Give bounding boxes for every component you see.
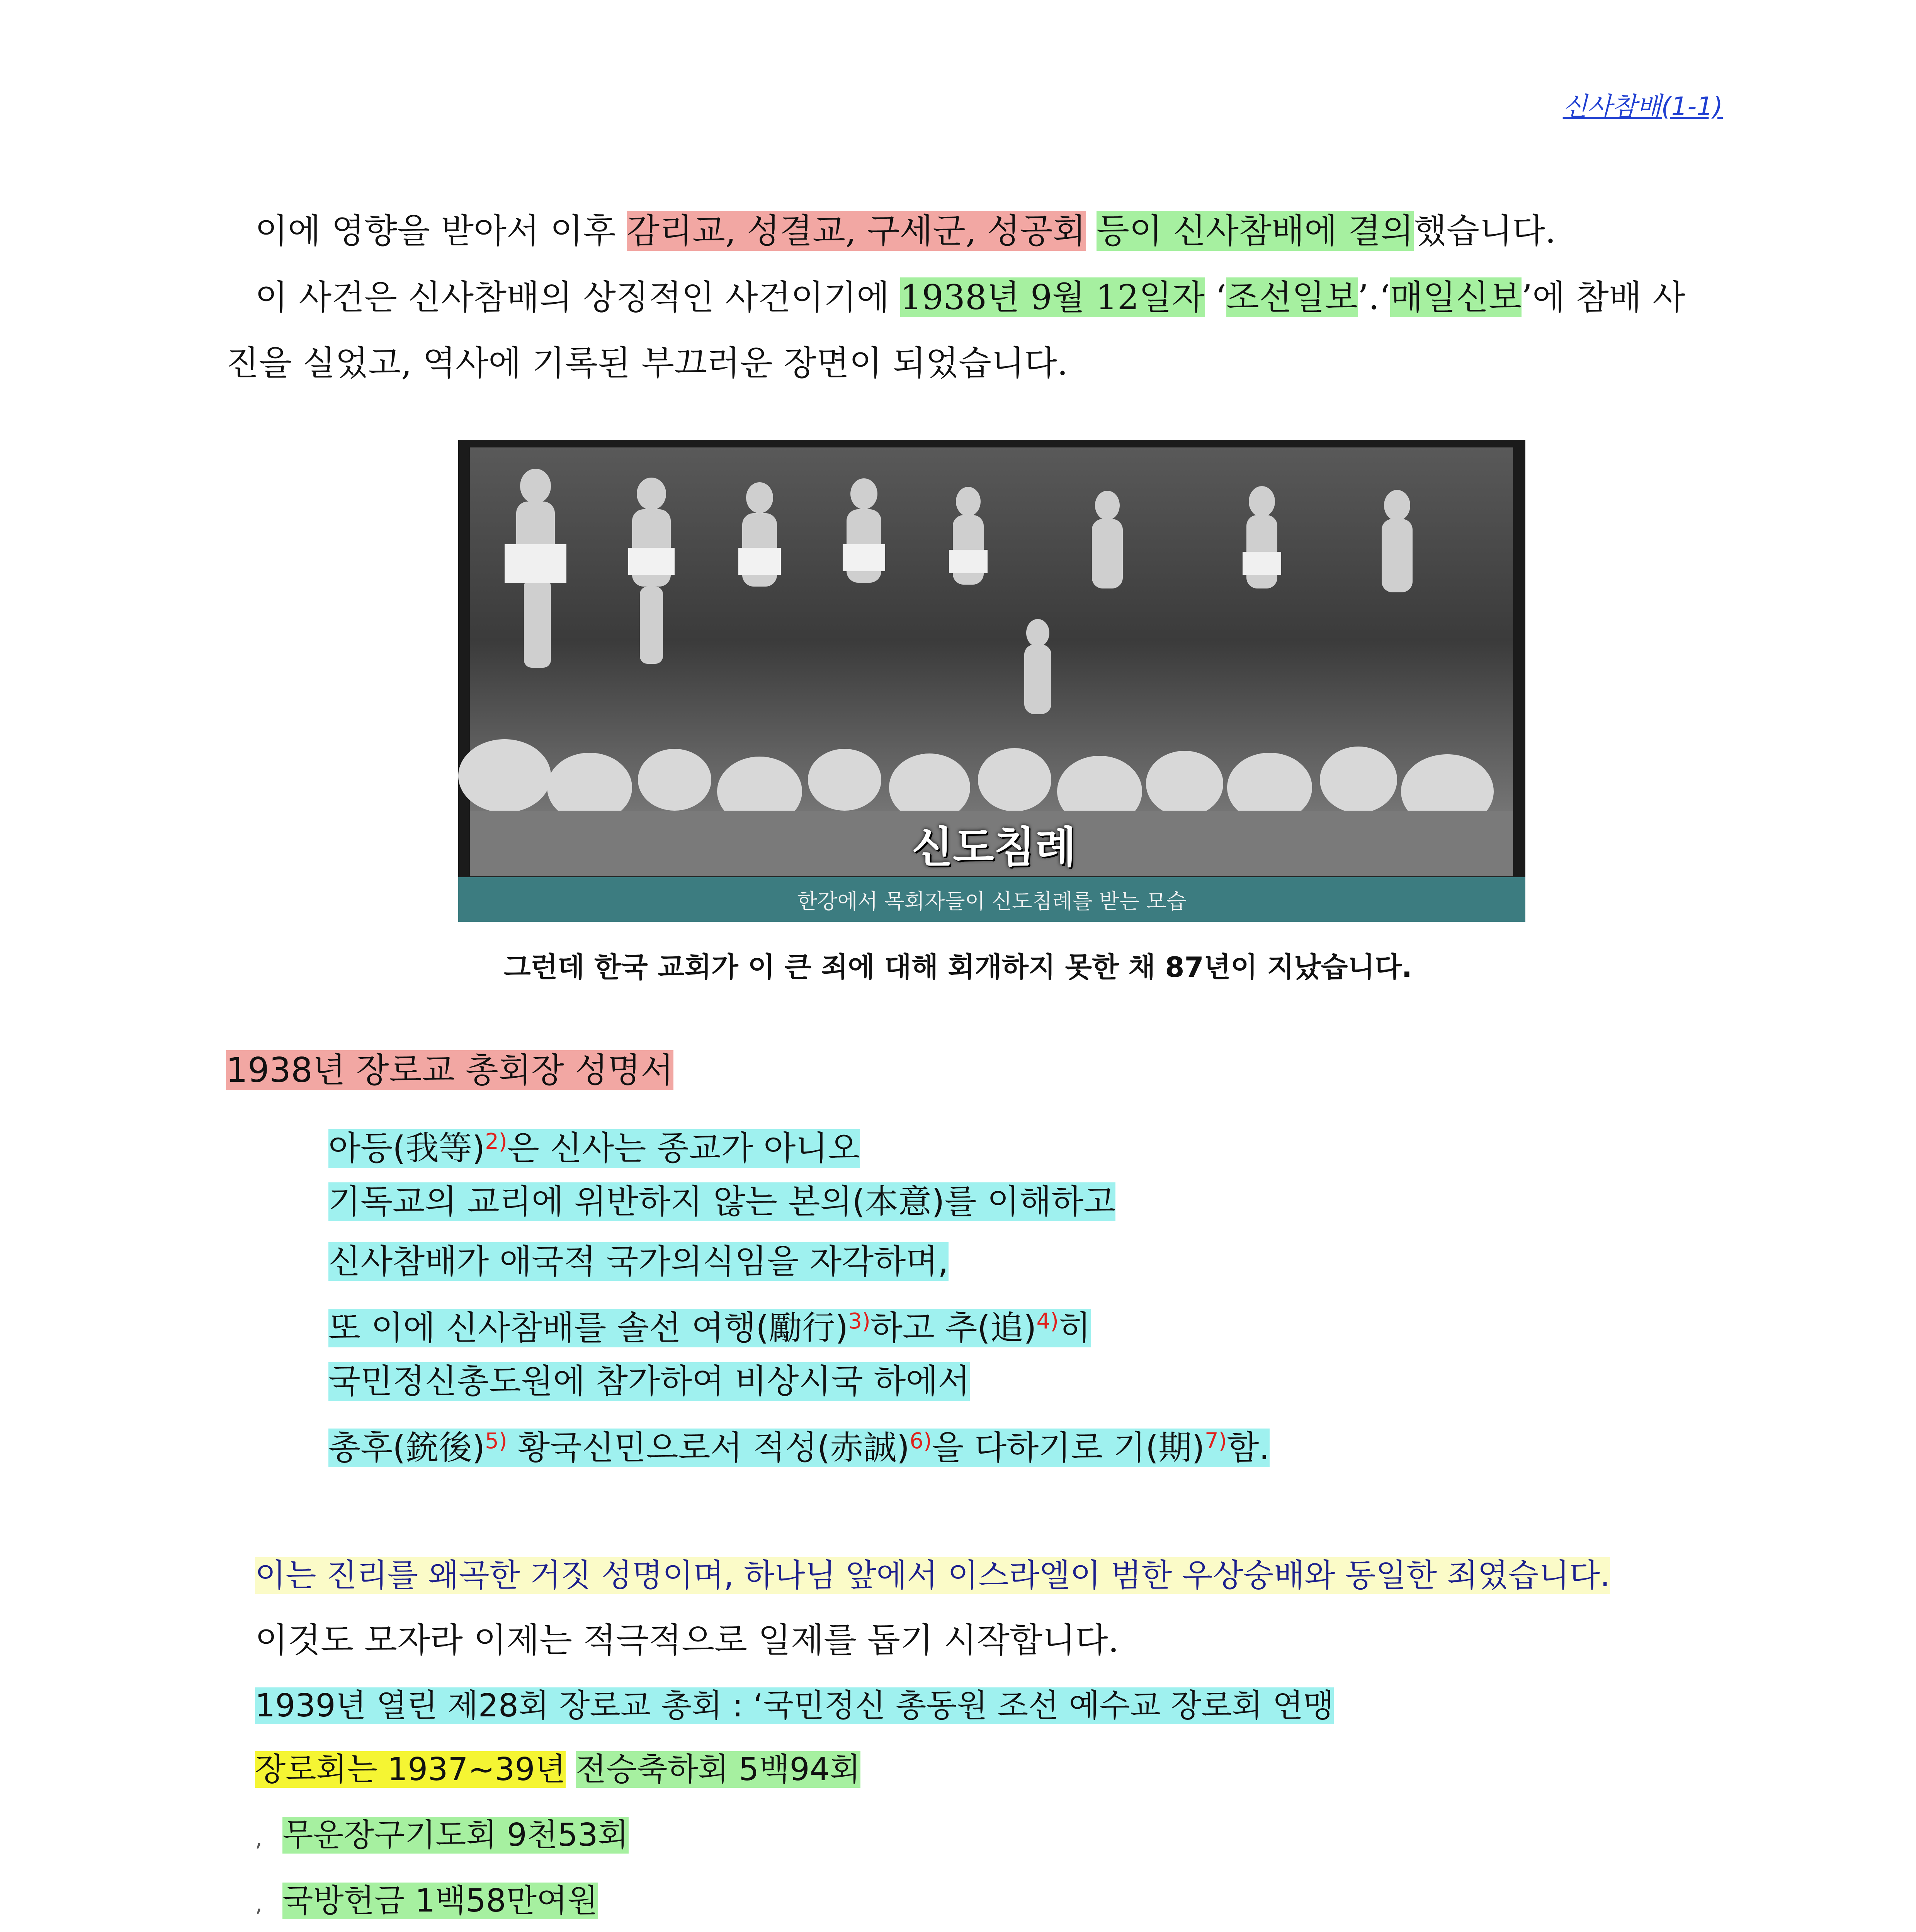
p3-line-4-green: 전승축하회 5백94회: [575, 1751, 860, 1788]
paragraph-1: [255, 208, 1556, 254]
footnote-ref[interactable]: 4): [1036, 1309, 1059, 1334]
footnote-ref[interactable]: 3): [848, 1309, 870, 1334]
stmt-6-rest2: 을 다하기로 기(期): [932, 1429, 1205, 1467]
paragraph-3-line-2: 이것도 모자라 이제는 적극적으로 일제를 돕기 시작합니다.: [255, 1620, 1119, 1660]
footnote-ref[interactable]: 6): [910, 1429, 932, 1454]
statement-line-2: [328, 1179, 1115, 1225]
paragraph-3-line-4: [255, 1747, 860, 1793]
statement-line-1: [328, 1119, 860, 1172]
bullet-mark: ,: [255, 1825, 263, 1852]
bullet-mark: ,: [255, 1890, 263, 1917]
footnote-ref[interactable]: 2): [485, 1129, 507, 1154]
stmt-5-text: 국민정신총도원에 참가하여 비상시국 하에서: [328, 1362, 970, 1401]
p1-text: 이에 영향을 받아서 이후: [255, 211, 627, 251]
paragraph-3-line-3: [255, 1683, 1334, 1729]
newspaper-2-highlight: 매일신보: [1390, 277, 1522, 317]
photo-subcaption: 그런데 한국 교회가 이 큰 죄에 대해 회개하지 못한 채 87년이 지났습니다.: [504, 951, 1412, 983]
running-header: 신사참배(1-1): [1562, 92, 1723, 121]
statement-line-5: [328, 1358, 970, 1405]
bullet-1: [255, 1812, 629, 1861]
denominations-highlight: 감리교, 성결교, 구세군, 성공회: [626, 211, 1086, 251]
p2-quote-2: ’.‘: [1357, 277, 1390, 317]
stmt-1-text: 아등(我等): [328, 1129, 485, 1168]
resolution-highlight: 등이 신사참배에 결의: [1096, 211, 1414, 251]
p1-space: [1086, 211, 1097, 251]
p3-line-1-text: 이는 진리를 왜곡한 거짓 성명이며, 하나님 앞에서 이스라엘이 범한 우상숭배와 동일한 죄였습니다.: [255, 1557, 1610, 1594]
footnote-ref[interactable]: 7): [1204, 1429, 1227, 1454]
p2-text: 이 사건은 신사참배의 상징적인 사건이기에: [255, 277, 901, 317]
stmt-6-rest3: 함.: [1227, 1429, 1270, 1467]
p1-tail: 했습니다.: [1413, 211, 1556, 251]
statement-heading: [226, 1047, 673, 1094]
statement-line-6: [328, 1418, 1270, 1471]
photo-overlay-text: 신도침례: [912, 823, 1076, 872]
stmt-6-text: 총후(銃後): [328, 1429, 485, 1467]
paragraph-2-line-2: 진을 실었고, 역사에 기록된 부끄러운 장면이 되었습니다.: [226, 343, 1068, 383]
stmt-2-text: 기독교의 교리에 위반하지 않는 본의(本意)를 이해하고: [328, 1182, 1116, 1221]
newspaper-1-highlight: 조선일보: [1226, 277, 1358, 317]
stmt-1-rest: 은 신사는 종교가 아니오: [507, 1129, 860, 1168]
paragraph-3-line-1: [255, 1553, 1610, 1599]
stmt-3-text: 신사참배가 애국적 국가의식임을 자각하며,: [328, 1242, 949, 1281]
stmt-4-text: 또 이에 신사참배를 솔선 여행(勵行): [328, 1309, 848, 1347]
p2-tail: ’에 참배 사: [1521, 277, 1685, 317]
statement-line-4: [328, 1298, 1091, 1351]
date-highlight: 1938년 9월 12일자: [900, 277, 1205, 317]
photo-caption: 한강에서 목회자들이 신도침례를 받는 모습: [458, 877, 1525, 922]
stmt-4-rest: 하고 추(追): [870, 1309, 1037, 1347]
paragraph-2-line-1: [255, 274, 1685, 321]
statement-heading-text: 1938년 장로교 총회장 성명서: [226, 1050, 673, 1090]
p3-line-4-yellow: 장로회는 1937~39년: [255, 1751, 566, 1788]
stmt-4-rest2: 히: [1059, 1309, 1091, 1347]
bullet-1-text: 무운장구기도회 9천53회: [282, 1817, 629, 1854]
bullet-2: [255, 1878, 598, 1927]
bullet-2-text: 국방헌금 1백58만여원: [282, 1883, 598, 1919]
footnote-ref[interactable]: 5): [485, 1429, 507, 1454]
p2-quote: ‘: [1204, 277, 1226, 317]
stmt-6-rest: 황국신민으로서 적성(赤誠): [507, 1429, 910, 1467]
p3-line-3-text: 1939년 열린 제28회 장로교 총회 : ‘국민정신 총동원 조선 예수교 장로회 연맹: [255, 1687, 1334, 1724]
statement-line-3: [328, 1238, 949, 1285]
